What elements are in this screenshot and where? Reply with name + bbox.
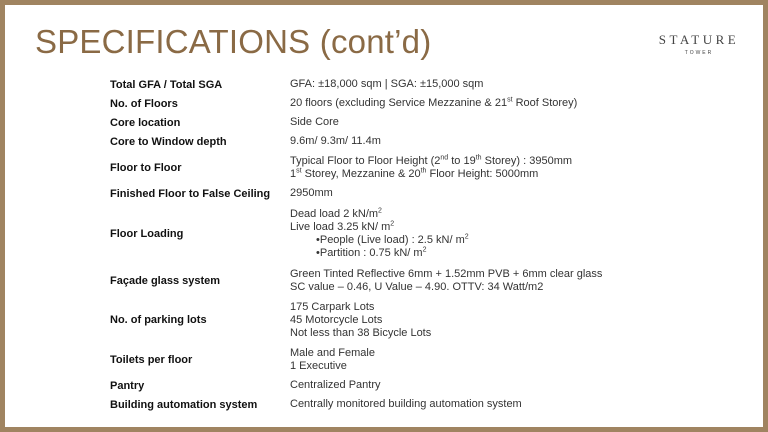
superscript: 2	[390, 219, 395, 227]
spec-label: Toilets per floor	[110, 353, 193, 366]
spec-value-line	[290, 221, 670, 234]
spec-row	[110, 132, 670, 151]
spec-value	[290, 94, 670, 113]
logo-subtitle: TOWER	[684, 50, 714, 56]
spec-value-line: 2950mm	[290, 187, 333, 199]
spec-value-line	[290, 234, 670, 247]
spec-label: Façade glass system	[110, 274, 221, 287]
superscript: 2	[464, 232, 469, 240]
text-part: Dead load 2 kN/m	[290, 207, 379, 220]
spec-row	[110, 297, 670, 343]
text-part: 1	[290, 167, 297, 180]
spec-value	[290, 203, 670, 264]
text-part: Live load 3.25 kN/ m	[290, 220, 391, 233]
specifications-table	[110, 75, 670, 414]
spec-value-line: SC value – 0.46, U Value – 4.90. OTTV: 34 Watt/m2	[290, 280, 544, 293]
spec-row	[110, 376, 670, 395]
spec-row	[110, 203, 670, 264]
spec-value	[290, 75, 670, 94]
spec-value-line: GFA: ±18,000 sqm | SGA: ±15,000 sqm	[290, 78, 484, 90]
spec-label: Core location	[110, 116, 181, 129]
spec-value-line: 9.6m/ 9.3m/ 11.4m	[290, 135, 381, 147]
spec-value	[290, 132, 670, 151]
spec-value-line: Centrally monitored building automation system	[290, 398, 522, 410]
spec-value-line: Side Core	[290, 116, 339, 128]
text-part: to 19	[448, 154, 476, 167]
spec-value	[290, 297, 670, 343]
spec-label: Floor to Floor	[110, 161, 182, 174]
spec-row	[110, 395, 670, 414]
superscript: 2	[422, 245, 427, 253]
text-part: Roof Storey)	[512, 97, 578, 109]
spec-value-line	[290, 208, 670, 221]
spec-value-line: 1 Executive	[290, 359, 347, 372]
spec-value	[290, 343, 670, 376]
spec-value-line: 175 Carpark Lots	[290, 300, 375, 313]
spec-label: Total GFA / Total SGA	[110, 78, 223, 91]
spec-label: Core to Window depth	[110, 135, 227, 148]
spec-value-line	[290, 97, 670, 110]
spec-label: Pantry	[110, 379, 145, 392]
spec-label: No. of parking lots	[110, 314, 207, 326]
spec-row	[110, 264, 670, 297]
spec-value-line	[290, 247, 670, 260]
spec-row	[110, 151, 670, 184]
superscript: nd	[440, 153, 449, 161]
spec-value	[290, 184, 670, 203]
spec-value	[290, 376, 670, 395]
spec-row	[110, 343, 670, 376]
logo-name: STATURE	[658, 32, 740, 47]
superscript: th	[420, 166, 427, 174]
slide	[5, 5, 763, 427]
spec-label: Building automation system	[110, 398, 258, 411]
spec-value	[290, 113, 670, 132]
text-part: 20 floors (excluding Service Mezzanine & 21	[290, 97, 508, 109]
text-part: •Partition : 0.75 kN/ m	[316, 246, 423, 259]
superscript: st	[296, 166, 302, 174]
spec-value-line: Not less than 38 Bicycle Lots	[290, 326, 432, 339]
page-title: SPECIFICATIONS (cont’d)	[35, 23, 432, 60]
spec-value	[290, 395, 670, 414]
spec-row	[110, 94, 670, 113]
spec-label: Floor Loading	[110, 227, 184, 240]
stature-tower-logo	[651, 33, 747, 56]
spec-value-line: Male and Female	[290, 346, 375, 359]
spec-row	[110, 113, 670, 132]
text-part: •People (Live load) : 2.5 kN/ m	[316, 233, 465, 246]
spec-value	[290, 264, 670, 297]
spec-value-line: 45 Motorcycle Lots	[290, 313, 383, 326]
spec-value-line	[290, 168, 670, 181]
spec-label: Finished Floor to False Ceiling	[110, 187, 271, 200]
spec-value-line	[290, 155, 670, 168]
spec-value	[290, 151, 670, 184]
text-part: Typical Floor to Floor Height (2	[290, 154, 441, 167]
spec-label: No. of Floors	[110, 97, 178, 110]
text-part: Floor Height: 5000mm	[426, 167, 539, 180]
spec-value-line: Centralized Pantry	[290, 379, 381, 391]
spec-value-line: Green Tinted Reflective 6mm + 1.52mm PVB + 6mm clear glass	[290, 267, 603, 280]
text-part: Storey) : 3950mm	[481, 154, 573, 167]
spec-row	[110, 75, 670, 94]
superscript: 2	[378, 206, 382, 214]
superscript: th	[475, 153, 482, 161]
text-part: Storey, Mezzanine & 20	[301, 167, 421, 180]
spec-row	[110, 184, 670, 203]
superscript: st	[507, 96, 513, 104]
